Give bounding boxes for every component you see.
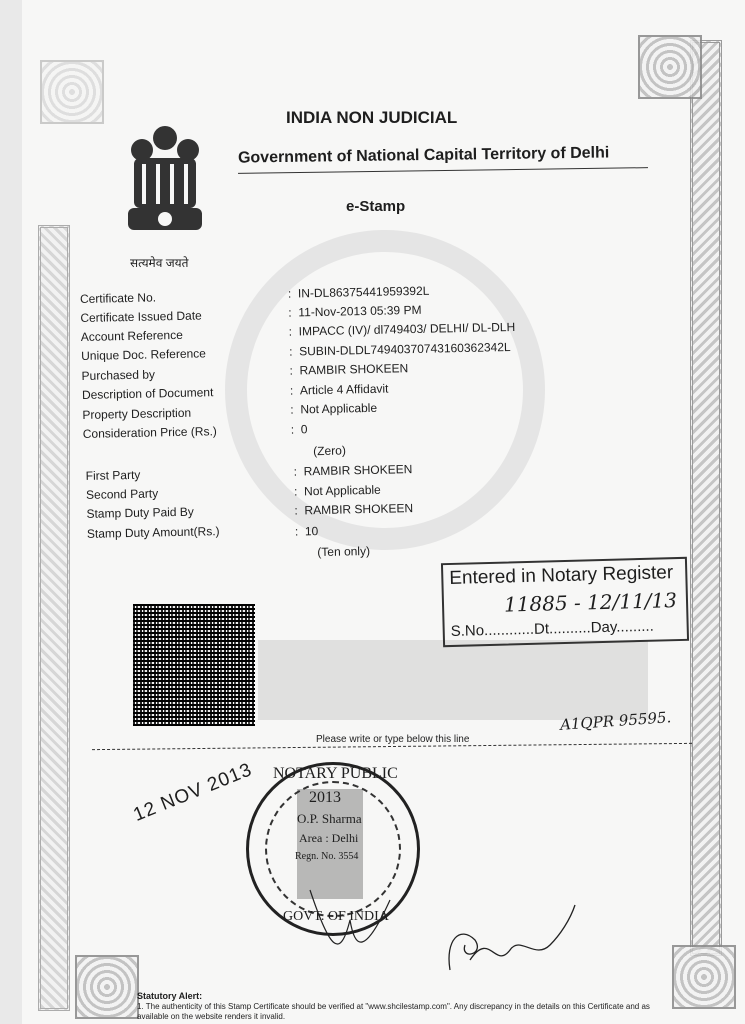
- stamp-type: e-Stamp: [346, 198, 406, 215]
- divider-text: Please write or type below this line: [316, 734, 470, 745]
- field-label: Certificate No.: [79, 290, 157, 306]
- field-value: : Not Applicable: [293, 482, 381, 499]
- field-value: : RAMBIR SHOKEEN: [294, 501, 414, 518]
- field-label: Property Description: [82, 405, 192, 422]
- document-title: INDIA NON JUDICIAL: [286, 108, 458, 127]
- notary-register-stamp: [441, 557, 689, 647]
- field-label: Stamp Duty Amount(Rs.): [86, 524, 220, 541]
- seal-year: 2013: [309, 789, 341, 806]
- field-value: : Not Applicable: [290, 400, 378, 417]
- decorative-corner: [672, 945, 736, 1009]
- field-value-words: (Zero): [313, 443, 347, 459]
- statutory-alert-text: 1. The authenticity of this Stamp Certificate should be verified at "www.shcilestamp.com". Any discrepancy in the details on this Certificate and as available on the website renders it invalid.: [137, 1002, 650, 1021]
- original-copy-watermark-band: [258, 640, 648, 720]
- field-label: First Party: [85, 467, 141, 483]
- seal-area: Area : Delhi: [299, 831, 359, 845]
- notary-signature: [300, 880, 400, 960]
- statutory-alert-heading: Statutory Alert:: [137, 991, 203, 1001]
- field-value: : RAMBIR SHOKEEN: [293, 462, 413, 479]
- field-value: : IMPACC (IV)/ dl749403/ DELHI/ DL-DLH: [288, 319, 516, 339]
- decorative-corner: [75, 955, 139, 1019]
- government-name: Government of National Capital Territory of Delhi: [237, 144, 610, 167]
- field-value: : RAMBIR SHOKEEN: [289, 361, 409, 378]
- field-value: : 10: [294, 524, 319, 539]
- signature: [440, 900, 580, 980]
- field-label: Purchased by: [81, 367, 156, 383]
- field-label: Stamp Duty Paid By: [86, 504, 194, 521]
- field-value: : 0: [290, 422, 308, 437]
- field-value-words: (Ten only): [317, 543, 371, 560]
- seal-name: O.P. Sharma: [297, 811, 362, 826]
- seal-bottom-text: GOVT. OF INDIA: [283, 909, 389, 924]
- register-stamp-line: S.No............Dt..........Day.........: [450, 617, 654, 640]
- emblem-motto: सत्यमेव जयते: [130, 256, 189, 270]
- field-value: : 11-Nov-2013 05:39 PM: [288, 302, 422, 320]
- field-value: : Article 4 Affidavit: [289, 381, 389, 398]
- register-stamp-title: Entered in Notary Register: [449, 562, 674, 590]
- date-stamp: 12 NOV 2013: [130, 759, 256, 826]
- seal-top-text: NOTARY PUBLIC: [273, 765, 398, 782]
- seal-regn: Regn. No. 3554: [295, 851, 359, 862]
- field-label: Certificate Issued Date: [80, 308, 202, 325]
- field-label: Description of Document: [81, 385, 214, 402]
- field-label: Second Party: [85, 486, 159, 502]
- field-label: Consideration Price (Rs.): [82, 424, 217, 441]
- field-value: : SUBIN-DLDL74940370743160362342L: [288, 339, 511, 359]
- field-label: Account Reference: [80, 327, 183, 344]
- qr-code: [133, 604, 255, 726]
- field-value: : IN-DL86375441959392L: [287, 283, 430, 301]
- field-label: Unique Doc. Reference: [81, 346, 207, 363]
- register-handwritten-entry: 11885 - 12/11/13: [503, 588, 678, 617]
- handwritten-note: A1QPR 95595.: [559, 708, 672, 734]
